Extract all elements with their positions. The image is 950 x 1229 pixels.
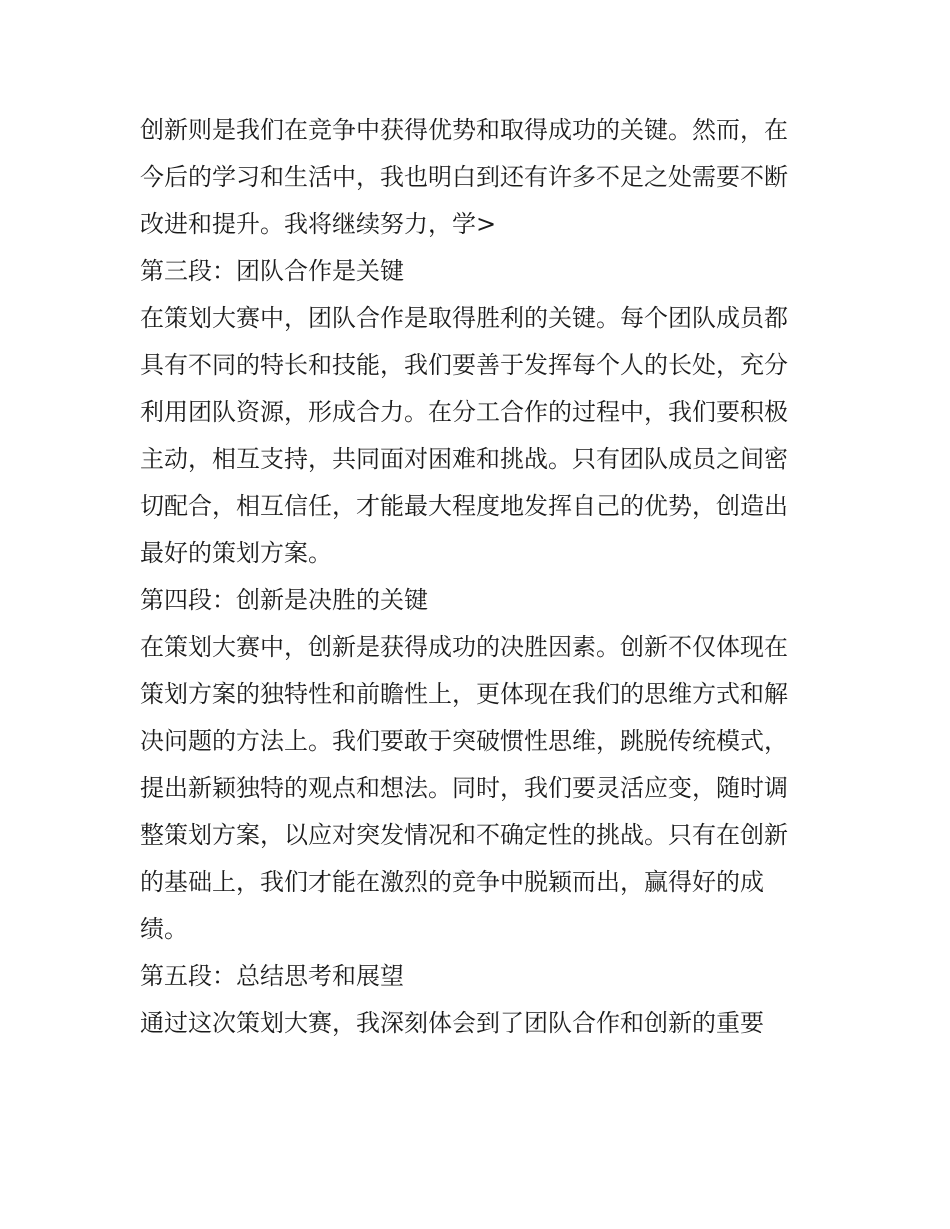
paragraph-line: 在策划大赛中，团队合作是取得胜利的关键。每个团队成员都 bbox=[140, 304, 788, 332]
paragraph-line: 通过这次策划大赛，我深刻体会到了团队合作和创新的重要 bbox=[140, 1009, 764, 1037]
paragraph-line: 切配合，相互信任，才能最大程度地发挥自己的优势，创造出 bbox=[140, 492, 788, 520]
paragraph-line: 具有不同的特长和技能，我们要善于发挥每个人的长处，充分 bbox=[140, 351, 788, 379]
paragraph-line: 主动，相互支持，共同面对困难和挑战。只有团队成员之间密 bbox=[140, 445, 788, 473]
paragraph-line: 的基础上，我们才能在激烈的竞争中脱颖而出，赢得好的成 bbox=[140, 868, 764, 896]
paragraph-line: 策划方案的独特性和前瞻性上，更体现在我们的思维方式和解 bbox=[140, 680, 788, 708]
paragraph-line: 利用团队资源，形成合力。在分工合作的过程中，我们要积极 bbox=[140, 398, 788, 426]
paragraph-line: 改进和提升。我将继续努力，学> bbox=[140, 210, 497, 238]
document-body bbox=[140, 107, 830, 1047]
section-heading-5: 第五段：总结思考和展望 bbox=[140, 962, 404, 990]
paragraph-line: 绩。 bbox=[140, 915, 188, 943]
paragraph-line: 创新则是我们在竞争中获得优势和取得成功的关键。然而，在 bbox=[140, 116, 788, 144]
paragraph-line: 最好的策划方案。 bbox=[140, 539, 332, 567]
paragraph-line: 在策划大赛中，创新是获得成功的决胜因素。创新不仅体现在 bbox=[140, 633, 788, 661]
paragraph-line: 整策划方案，以应对突发情况和不确定性的挑战。只有在创新 bbox=[140, 821, 788, 849]
paragraph-line: 提出新颖独特的观点和想法。同时，我们要灵活应变，随时调 bbox=[140, 774, 788, 802]
paragraph-line: 决问题的方法上。我们要敢于突破惯性思维，跳脱传统模式， bbox=[140, 727, 788, 755]
section-heading-4: 第四段：创新是决胜的关键 bbox=[140, 586, 428, 614]
section-heading-3: 第三段：团队合作是关键 bbox=[140, 257, 404, 285]
paragraph-line: 今后的学习和生活中，我也明白到还有许多不足之处需要不断 bbox=[140, 163, 788, 191]
